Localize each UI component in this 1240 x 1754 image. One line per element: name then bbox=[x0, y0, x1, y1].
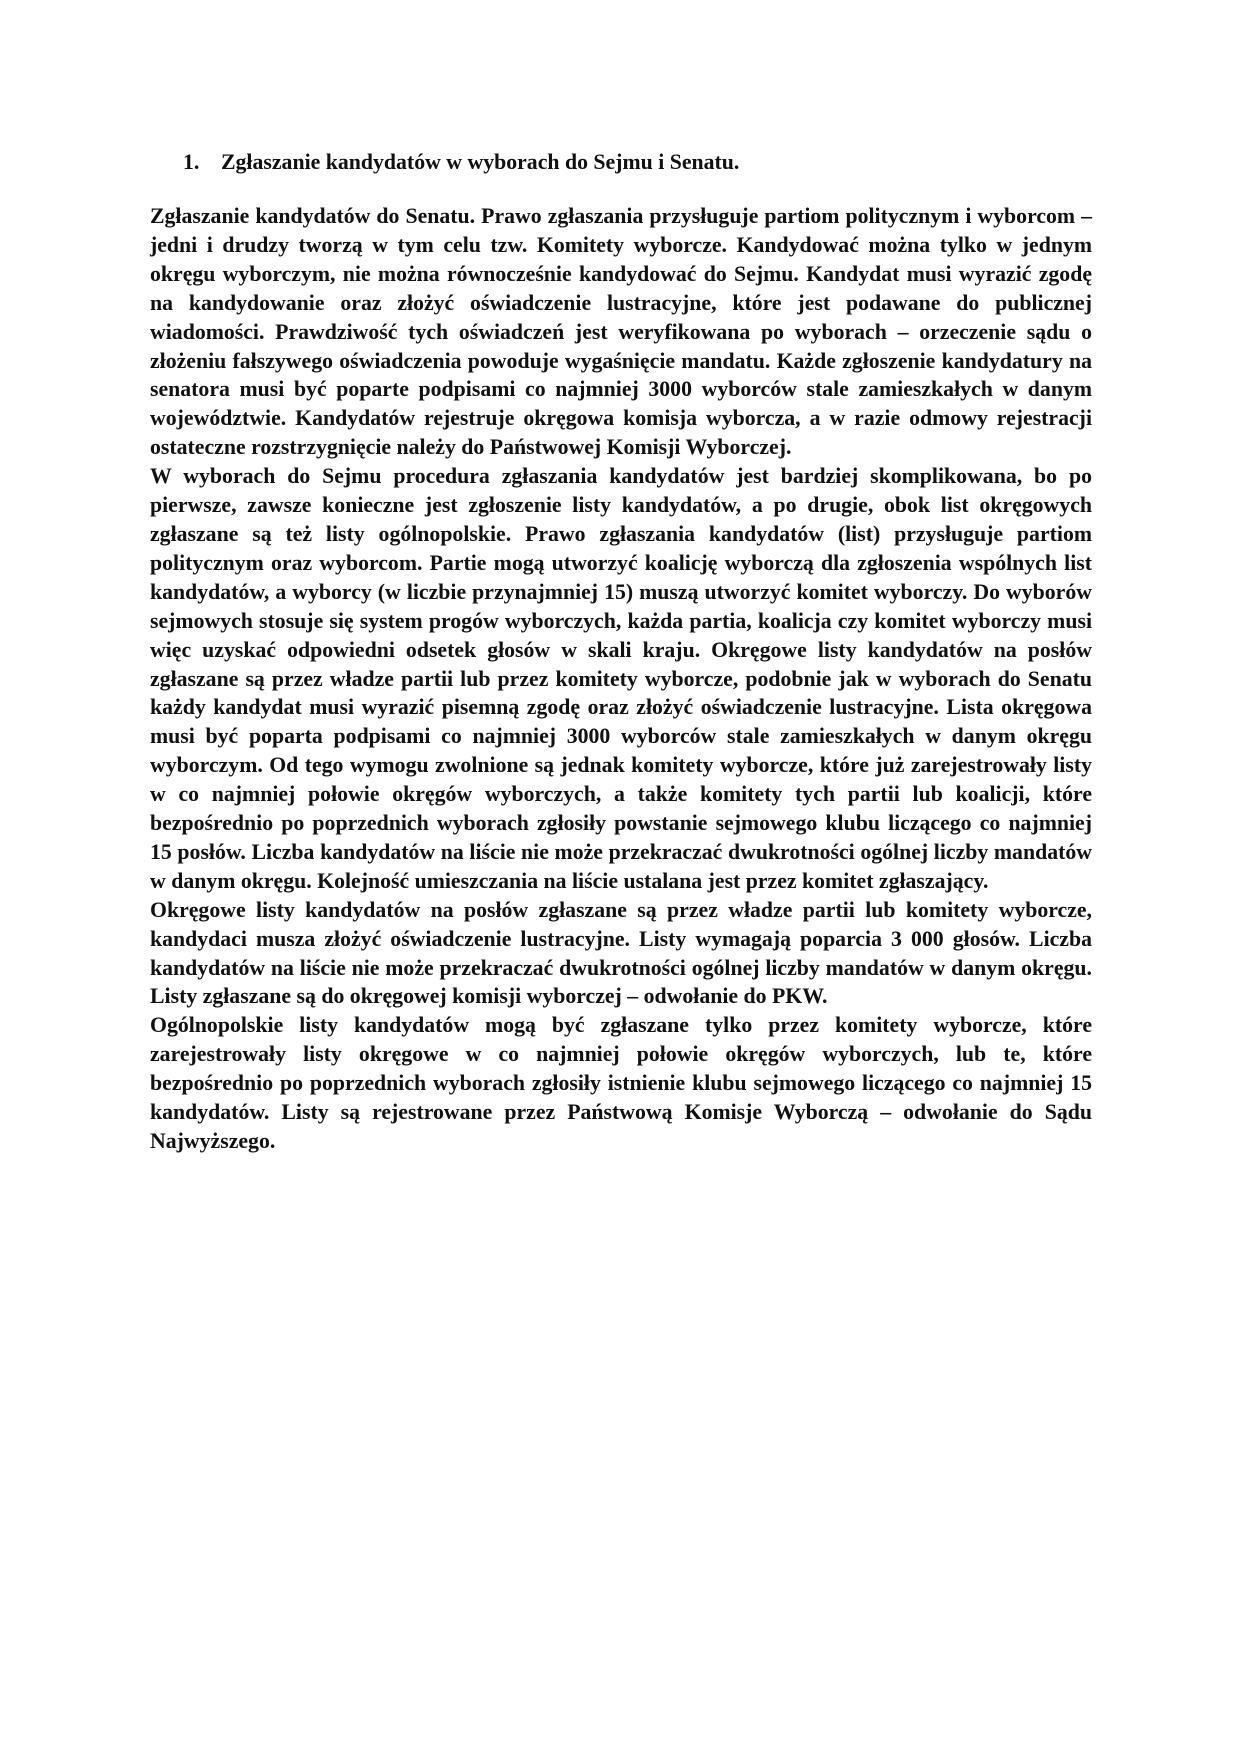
section-heading bbox=[183, 148, 1092, 176]
heading-title: Zgłaszanie kandydatów w wyborach do Sejmu i Senatu. bbox=[221, 150, 740, 174]
heading-number: 1. bbox=[183, 150, 200, 174]
paragraph-district-lists: Okręgowe listy kandydatów na posłów zgłaszane są przez władze partii lub komitety wyborcze, kandydaci musza złożyć oświadczenie lustracyjne. Listy wymagają poparcia 3 000 głosów. Liczba kandydatów na liście nie może przekraczać dwukrotności ogólnej liczby mandatów w danym okręgu. Listy zgłaszane są do okręgowej komisji wyborczej – odwołanie do PKW. bbox=[150, 897, 1092, 1009]
paragraph-senate-candidates: Zgłaszanie kandydatów do Senatu. Prawo zgłaszania przysługuje partiom politycznym i wyborcom – jedni i drudzy tworzą w tym celu tzw. Komitety wyborcze. Kandydować można tylko w jednym okręgu wyborczym, nie można równocześnie kandydować do Sejmu. Kandydat musi wyrazić zgodę na kandydowanie oraz złożyć oświadczenie lustracyjne, które jest podawane do publicznej wiadomości. Prawdziwość tych oświadczeń jest weryfikowana po wyborach – orzeczenie sądu o złożeniu fałszywego oświadczenia powoduje wygaśnięcie mandatu. Każde zgłoszenie kandydatury na senatora musi być poparte podpisami co najmniej 3000 wyborców stale zamieszkałych w danym województwie. Kandydatów rejestruje okręgowa komisja wyborcza, a w razie odmowy rejestracji ostateczne rozstrzygnięcie należy do Państwowej Komisji Wyborczej. bbox=[150, 204, 1092, 460]
paragraph-national-lists: Ogólnopolskie listy kandydatów mogą być zgłaszane tylko przez komitety wyborcze, które zarejestrowały listy okręgowe w co najmniej połowie okręgów wyborczych, lub te, które bezpośrednio po poprzednich wyborach zgłosiły istnienie klubu sejmowego liczącego co najmniej 15 kandydatów. Listy są rejestrowane przez Państwową Komisje Wyborczą – odwołanie do Sądu Najwyższego. bbox=[150, 1013, 1092, 1153]
document-body bbox=[150, 148, 1092, 1156]
paragraph-sejm-procedure: W wyborach do Sejmu procedura zgłaszania kandydatów jest bardziej skomplikowana, bo po pierwsze, zawsze konieczne jest zgłoszenie listy kandydatów, a po drugie, obok list okręgowych zgłaszane są też listy ogólnopolskie. Prawo zgłaszania kandydatów (list) przysługuje partiom politycznym oraz wyborcom. Partie mogą utworzyć koalicję wyborczą dla zgłoszenia wspólnych list kandydatów, a wyborcy (w liczbie przynajmniej 15) muszą utworzyć komitet wyborczy. Do wyborów sejmowych stosuje się system progów wyborczych, każda partia, koalicja czy komitet wyborczy musi więc uzyskać odpowiedni odsetek głosów w skali kraju. Okręgowe listy kandydatów na posłów zgłaszane są przez władze partii lub przez komitety wyborcze, podobnie jak w wyborach do Senatu każdy kandydat musi wyrazić pisemną zgodę oraz złożyć oświadczenie lustracyjne. Lista okręgowa musi być poparta podpisami co najmniej 3000 wyborców stale zamieszkałych w danym okręgu wyborczym. Od tego wymogu zwolnione są jednak komitety wyborcze, które już zarejestrowały listy w co najmniej połowie okręgów wyborczych, a także komitety tych partii lub koalicji, które bezpośrednio po poprzednich wyborach zgłosiły powstanie sejmowego klubu liczącego co najmniej 15 posłów. Liczba kandydatów na liście nie może przekraczać dwukrotności ogólnej liczby mandatów w danym okręgu. Kolejność umieszczania na liście ustalana jest przez komitet zgłaszający. bbox=[150, 464, 1092, 893]
